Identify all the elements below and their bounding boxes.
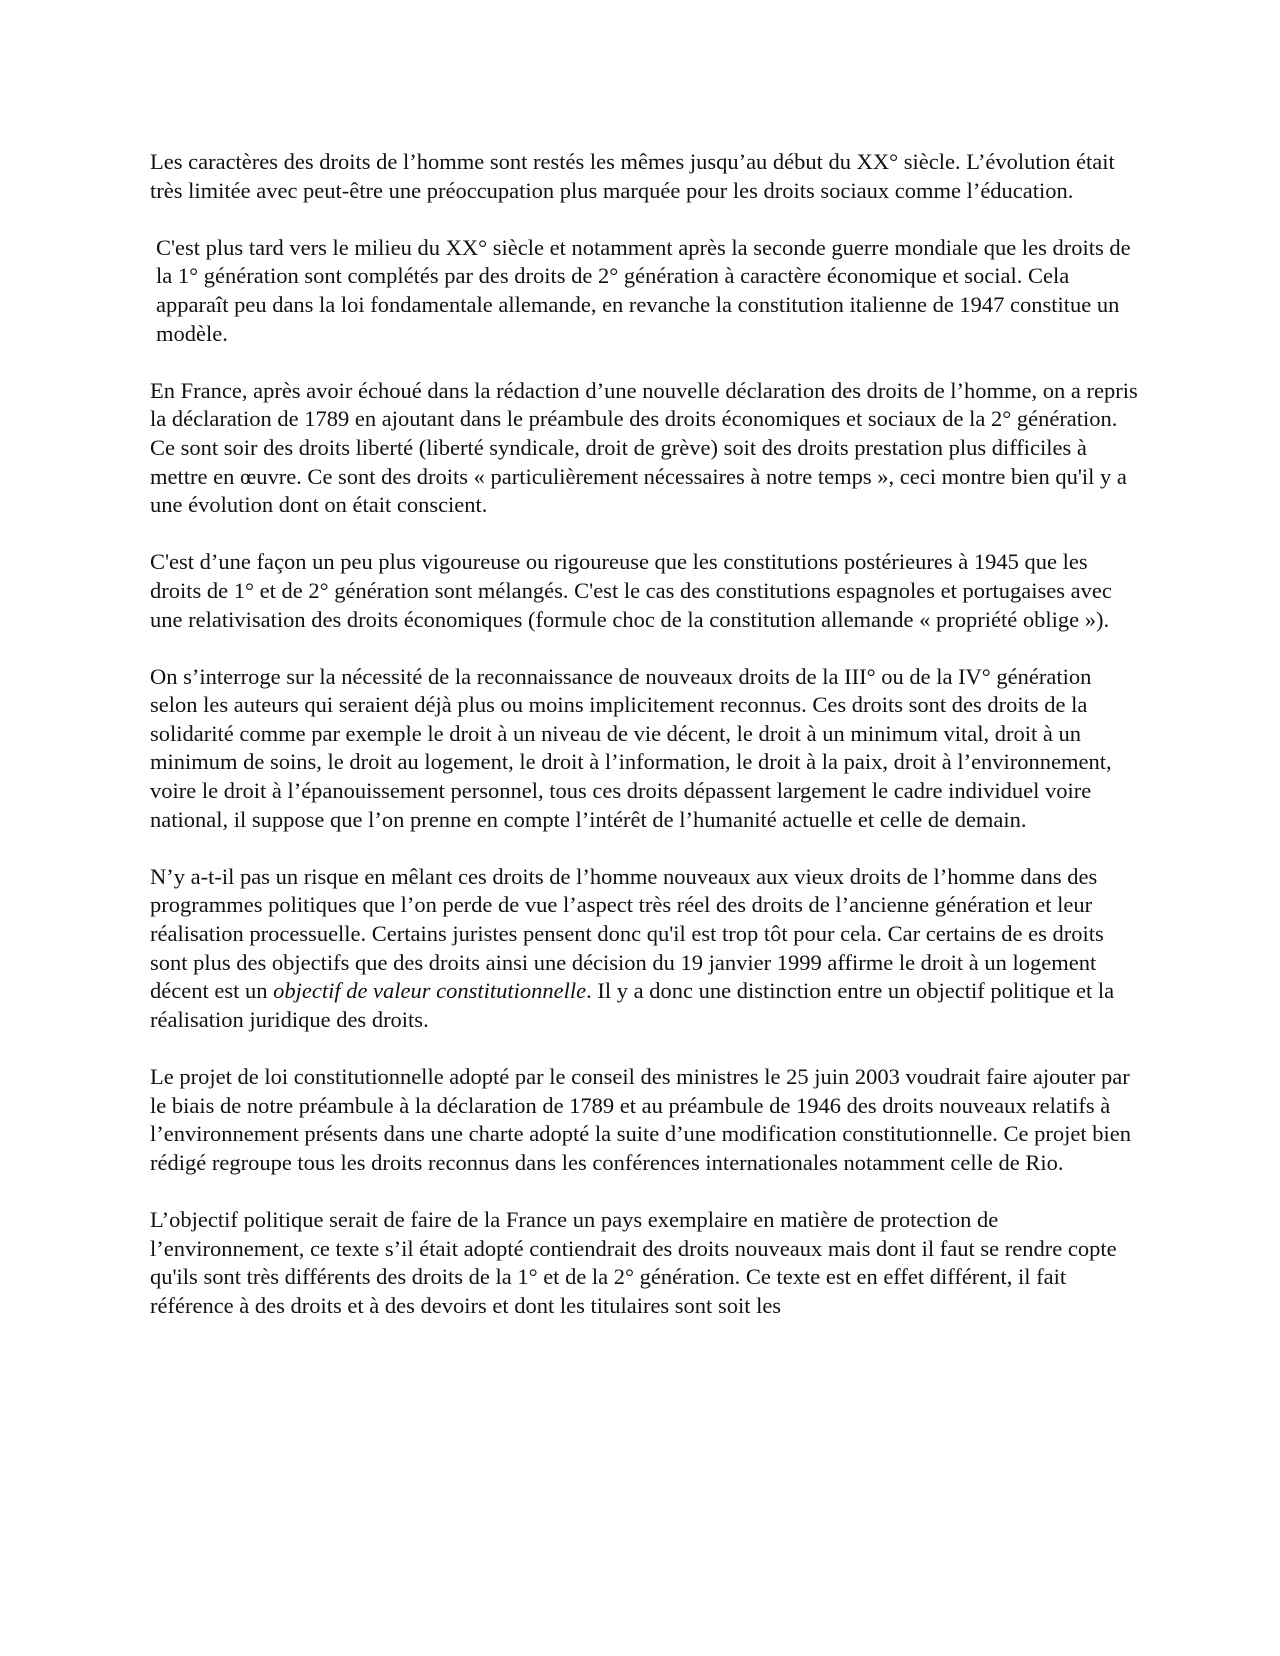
document-body [150, 148, 1140, 1320]
paragraph-6-italic-phrase: objectif de valeur constitutionnelle [273, 978, 587, 1004]
paragraph-6-text-before: N’y a-t-il pas un risque en mêlant ces droits de l’homme nouveaux aux vieux droits de l’homme dans des programmes politiques que l’on perde de vue l’aspect très réel des droits de l’ancienne génération et leur réalisation processuelle. Certains juristes pensent donc qu'il est trop tôt pour cela. Car certains de es droits sont plus des objectifs que des droits ainsi une décision du 19 janvier 1999 affirme le droit à un logement décent est un [150, 863, 1104, 1004]
paragraph-4: C'est d’une façon un peu plus vigoureuse ou rigoureuse que les constitutions postérieures à 1945 que les droits de 1° et de 2° génération sont mélangés. C'est le cas des constitutions espagnoles et portugaises avec une relativisation des droits économiques (formule choc de la constitution allemande « propriété oblige »). [150, 549, 1112, 632]
paragraph-7: Le projet de loi constitutionnelle adopté par le conseil des ministres le 25 juin 2003 voudrait faire ajouter par le biais de notre préambule à la déclaration de 1789 et au préambule de 1946 des droits nouveaux relatifs à l’environnement présents dans une charte adopté la suite d’une modification constitutionnelle. Ce projet bien rédigé regroupe tous les droits reconnus dans les conférences internationales notamment celle de Rio. [150, 1064, 1131, 1175]
paragraph-6 [150, 863, 1140, 1035]
paragraph-2: C'est plus tard vers le milieu du XX° siècle et notamment après la seconde guerre mondiale que les droits de la 1° génération sont complétés par des droits de 2° génération à caractère économique et social. Cela apparaît peu dans la loi fondamentale allemande, en revanche la constitution italienne de 1947 constitue un modèle. [156, 234, 1131, 346]
paragraph-1: Les caractères des droits de l’homme sont restés les mêmes jusqu’au début du XX° siècle. L’évolution était très limitée avec peut-être une préoccupation plus marquée pour les droits sociaux comme l’éducation. [150, 149, 1115, 203]
paragraph-8: L’objectif politique serait de faire de la France un pays exemplaire en matière de protection de l’environnement, ce texte s’il était adopté contiendrait des droits nouveaux mais dont il faut se rendre copte qu'ils sont très différents des droits de la 1° et de la 2° génération. Ce texte est en effet différent, il fait référence à des droits et à des devoirs et dont les titulaires sont soit les [150, 1206, 1117, 1318]
paragraph-5: On s’interroge sur la nécessité de la reconnaissance de nouveaux droits de la III° ou de la IV° génération selon les auteurs qui seraient déjà plus ou moins implicitement reconnus. Ces droits sont des droits de la solidarité comme par exemple le droit à un niveau de vie décent, le droit à un minimum vital, droit à un minimum de soins, le droit au logement, le droit à l’information, le droit à la paix, droit à l’environnement, voire le droit à l’épanouissement personnel, tous ces droits dépassent largement le cadre individuel voire national, il suppose que l’on prenne en compte l’intérêt de l’humanité actuelle et celle de demain. [150, 663, 1112, 832]
paragraph-6-text-after: . Il y a donc une distinction entre un objectif politique et la réalisation juridique des droits. [150, 978, 1115, 1032]
paragraph-3: En France, après avoir échoué dans la rédaction d’une nouvelle déclaration des droits de l’homme, on a repris la déclaration de 1789 en ajoutant dans le préambule des droits économiques et sociaux de la 2° génération. Ce sont soir des droits liberté (liberté syndicale, droit de grève) soit des droits prestation plus difficiles à mettre en œuvre. Ce sont des droits « particulièrement nécessaires à notre temps », ceci montre bien qu'il y a une évolution dont on était conscient. [150, 377, 1138, 518]
